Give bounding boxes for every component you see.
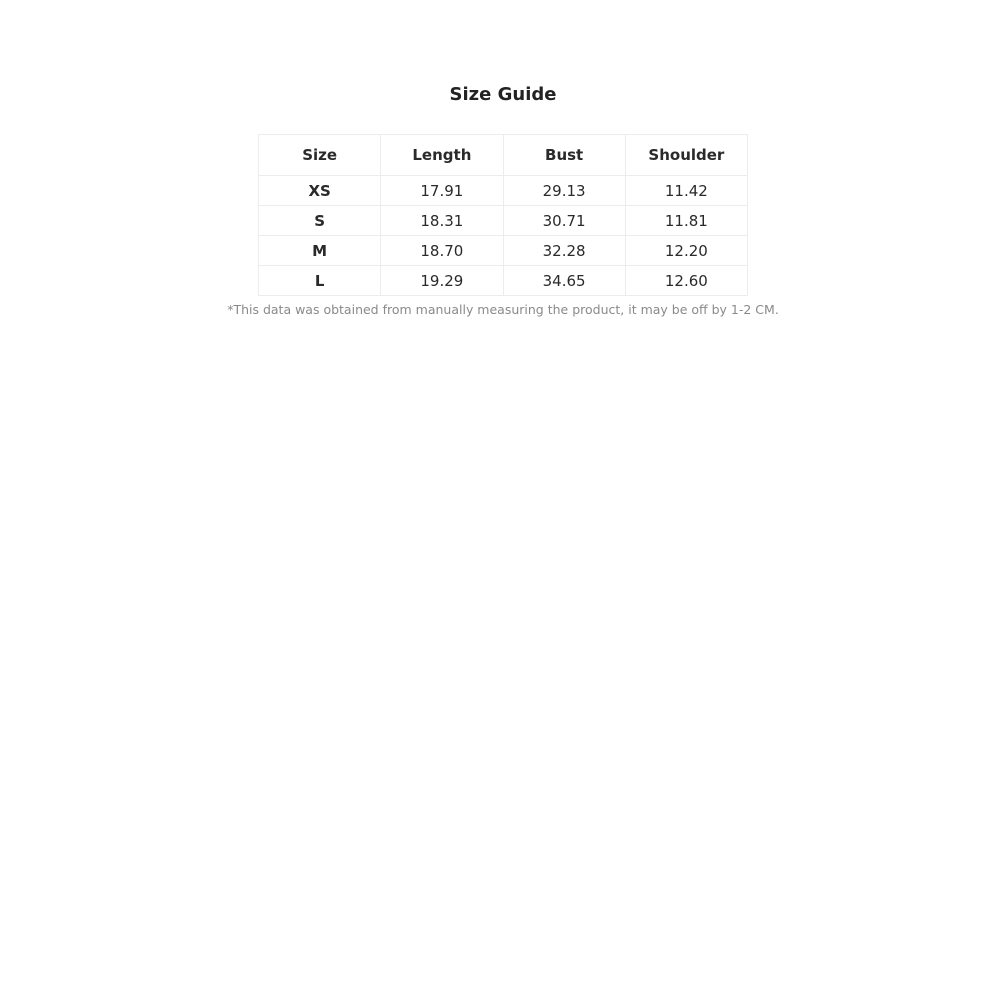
size-cell: S <box>259 206 381 236</box>
bust-cell: 34.65 <box>503 266 625 296</box>
table-header-row <box>259 135 748 176</box>
column-header-length: Length <box>381 135 503 176</box>
size-cell: M <box>259 236 381 266</box>
size-cell: L <box>259 266 381 296</box>
column-header-shoulder: Shoulder <box>625 135 747 176</box>
page-title: Size Guide <box>449 84 557 105</box>
table-row <box>259 206 748 236</box>
table-row <box>259 266 748 296</box>
bust-cell: 32.28 <box>503 236 625 266</box>
shoulder-cell: 11.42 <box>625 176 747 206</box>
column-header-bust: Bust <box>503 135 625 176</box>
length-cell: 18.31 <box>381 206 503 236</box>
table-row <box>259 176 748 206</box>
column-header-size: Size <box>259 135 381 176</box>
shoulder-cell: 12.20 <box>625 236 747 266</box>
shoulder-cell: 11.81 <box>625 206 747 236</box>
size-guide-table <box>258 134 748 296</box>
size-cell: XS <box>259 176 381 206</box>
length-cell: 18.70 <box>381 236 503 266</box>
bust-cell: 30.71 <box>503 206 625 236</box>
measurement-disclaimer: *This data was obtained from manually measuring the product, it may be off by 1-2 CM. <box>227 302 779 317</box>
shoulder-cell: 12.60 <box>625 266 747 296</box>
bust-cell: 29.13 <box>503 176 625 206</box>
table-row <box>259 236 748 266</box>
length-cell: 19.29 <box>381 266 503 296</box>
length-cell: 17.91 <box>381 176 503 206</box>
